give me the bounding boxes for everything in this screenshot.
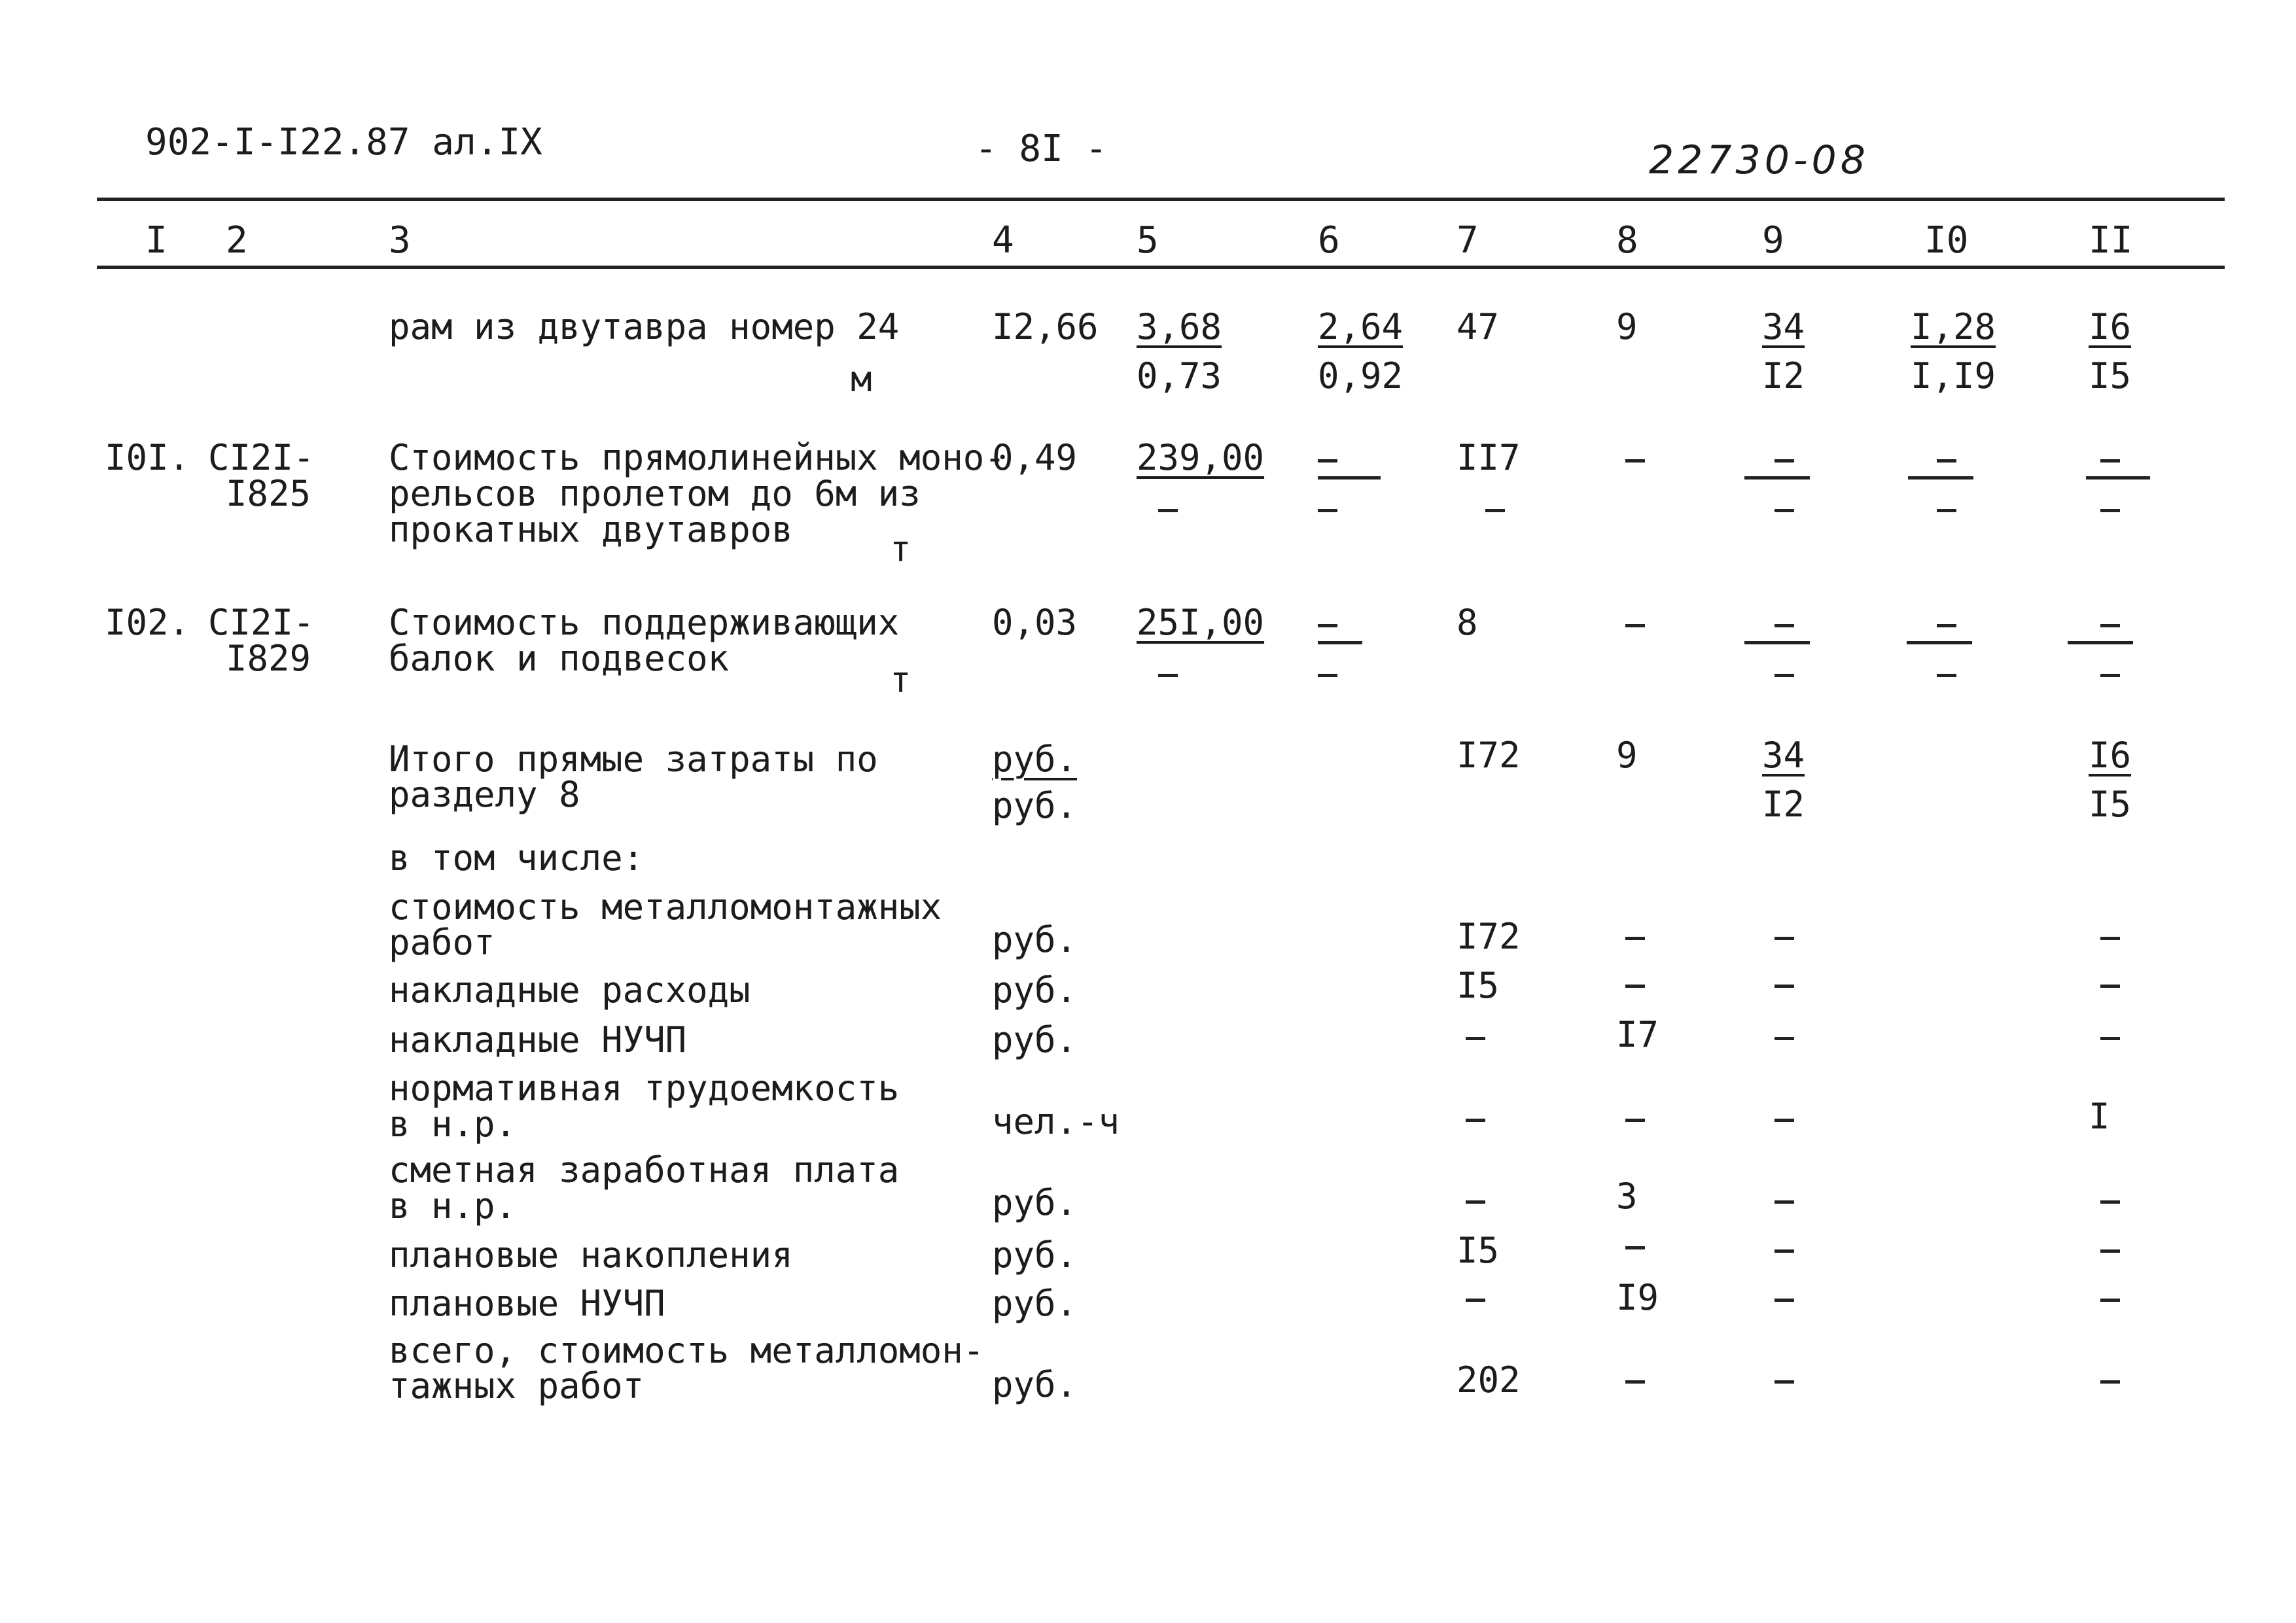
column-header: I0: [1924, 219, 1969, 262]
cell-col9-bottom: I2: [1762, 784, 1805, 825]
column-header: 7: [1457, 219, 1479, 262]
dash-col9-top: [1775, 459, 1794, 462]
cell-col8: 9: [1616, 306, 1638, 347]
cell-col8: I7: [1616, 1014, 1659, 1055]
fraction-line-col11: [2068, 641, 2133, 644]
dash-col11-top: [2100, 459, 2120, 462]
cell-col5-top: 3,68: [1137, 306, 1222, 347]
including-label: в том числе:: [389, 837, 645, 879]
dash-col9: [1775, 1200, 1794, 1204]
dash-col6-top: [1318, 459, 1337, 462]
dash-col7: [1466, 1200, 1485, 1204]
cell-col7: 8: [1457, 602, 1478, 643]
row-unit: т: [890, 529, 911, 570]
row-unit: руб.: [992, 1019, 1078, 1060]
row-unit: руб.: [992, 1182, 1078, 1223]
row-code: CI2I-: [208, 602, 315, 643]
dash-col9: [1775, 1380, 1794, 1384]
dash-col10-bottom: [1937, 674, 1956, 677]
row-unit: руб.: [992, 1234, 1078, 1276]
row-description: стоимость металломонтажных: [389, 886, 942, 928]
dash-col11: [2100, 1037, 2120, 1040]
column-header: II: [2089, 219, 2133, 262]
cell-col7: I72: [1457, 735, 1521, 776]
row-description: сметная заработная плата: [389, 1149, 900, 1191]
dash-col8: [1625, 624, 1645, 627]
row-unit: м: [851, 358, 872, 400]
row-description: тажных работ: [389, 1365, 645, 1406]
cell-col11-top: I6: [2089, 735, 2132, 776]
dash-col11-bottom: [2100, 509, 2120, 512]
dash-col9: [1775, 1119, 1794, 1122]
column-header: I: [145, 219, 168, 262]
row-description: балок и подвесок: [389, 638, 730, 679]
dash-col11-bottom: [2100, 674, 2120, 677]
dash-col8: [1625, 1380, 1645, 1384]
row-unit: руб.: [992, 969, 1078, 1011]
document-code: 902-I-I22.87 ал.IX: [145, 121, 542, 164]
cell-col9-bottom: I2: [1762, 355, 1805, 396]
dash-col8: [1625, 1119, 1645, 1122]
fraction-line-col10: [1908, 476, 1973, 480]
dash-col7: [1466, 1119, 1485, 1122]
page-number: - 8I -: [975, 128, 1108, 170]
cell-col7: 47: [1457, 306, 1500, 347]
cell-col7: I5: [1457, 1230, 1500, 1271]
dash-col10-top: [1937, 459, 1956, 462]
dash-col11: [2100, 1249, 2120, 1253]
row-description: плановые НУЧП: [389, 1283, 665, 1324]
dash-col8: [1625, 459, 1645, 462]
cell-col7: I5: [1457, 965, 1500, 1006]
column-header: 9: [1762, 219, 1784, 262]
row-number: I0I.: [105, 437, 190, 478]
dash-col11: [2100, 1200, 2120, 1204]
row-unit: руб.: [992, 1283, 1078, 1324]
row-unit: руб.: [992, 919, 1078, 960]
column-header: 2: [226, 219, 248, 262]
inventory-stamp-number: 22730-08: [1649, 137, 1869, 183]
dash-col7-bottom: [1485, 509, 1505, 512]
cell-col6-top: 2,64: [1318, 306, 1404, 347]
row-description: всего, стоимость металломон-: [389, 1330, 985, 1371]
fraction-line-col9: [1744, 476, 1810, 480]
cell-col5-top: 239,00: [1137, 437, 1265, 478]
row-description: в н.р.: [389, 1104, 517, 1145]
cell-col6-bottom: 0,92: [1318, 355, 1404, 396]
cell-col5-top: 25I,00: [1137, 602, 1265, 643]
cell-col9-top: 34: [1762, 735, 1805, 776]
dash-col11: [2100, 1299, 2120, 1302]
column-header: 5: [1137, 219, 1159, 262]
dash-col5-bottom: [1158, 674, 1178, 677]
column-header: 3: [389, 219, 411, 262]
row-description: прокатных двутавров: [389, 509, 793, 550]
column-header: 4: [992, 219, 1014, 262]
dash-col9: [1775, 1037, 1794, 1040]
cell-col10-top: I,28: [1911, 306, 1996, 347]
table-header-rule: [97, 266, 2225, 269]
fraction-line-col10: [1907, 641, 1972, 644]
row-description: в н.р.: [389, 1185, 517, 1227]
dash-col9-bottom: [1775, 509, 1794, 512]
dash-col7: [1466, 1299, 1485, 1302]
dash-col6-bottom: [1318, 509, 1337, 512]
cell-col7: II7: [1457, 437, 1521, 478]
cell-col4: I2,66: [992, 306, 1099, 347]
dash-col9-top: [1775, 624, 1794, 627]
dash-col6-top: [1318, 624, 1337, 627]
dash-col9: [1775, 1249, 1794, 1253]
cell-col8: 3: [1616, 1176, 1638, 1217]
row-unit: руб.: [992, 1364, 1078, 1405]
dash-col10-top: [1937, 624, 1956, 627]
cell-col11: I: [2089, 1096, 2110, 1137]
table-top-rule: [97, 198, 2225, 201]
dash-col9: [1775, 1299, 1794, 1302]
row-code: I825: [226, 473, 311, 514]
cell-col4: 0,49: [992, 437, 1078, 478]
row-description: рам из двутавра номер 24: [389, 306, 900, 347]
cell-col11-top: I6: [2089, 306, 2132, 347]
dash-col8: [1625, 937, 1645, 940]
cell-col11-bottom: I5: [2089, 784, 2132, 825]
fraction-line-col6: [1318, 641, 1362, 644]
row-description: Стоимость прямолинейных моно-: [389, 437, 1006, 478]
row-unit: т: [890, 659, 911, 701]
cell-col7: I72: [1457, 916, 1521, 957]
cell-col7: 202: [1457, 1359, 1521, 1401]
row-unit: руб.: [992, 785, 1078, 826]
column-header: 8: [1616, 219, 1638, 262]
dash-col9-bottom: [1775, 674, 1794, 677]
cell-col8: 9: [1616, 735, 1638, 776]
row-description: накладные НУЧП: [389, 1019, 687, 1060]
cell-col5-bottom: 0,73: [1137, 355, 1222, 396]
fraction-line-col11: [2086, 476, 2150, 480]
dash-col9: [1775, 937, 1794, 940]
cell-col11-bottom: I5: [2089, 355, 2132, 396]
row-description: Стоимость поддерживающих: [389, 602, 900, 643]
dash-col11: [2100, 1380, 2120, 1384]
row-unit: чел.-ч: [992, 1101, 1120, 1142]
cell-col4: 0,03: [992, 602, 1078, 643]
row-description: накладные расходы: [389, 969, 751, 1011]
dash-col11: [2100, 937, 2120, 940]
row-code: CI2I-: [208, 437, 315, 478]
row-unit: руб.: [992, 739, 1078, 780]
row-description: рельсов пролетом до 6м из: [389, 473, 921, 514]
dash-col10-bottom: [1937, 509, 1956, 512]
fraction-line-col9: [1744, 641, 1810, 644]
row-description: разделу 8: [389, 774, 580, 815]
dash-col7: [1466, 1037, 1485, 1040]
dash-col8: [1625, 1246, 1645, 1249]
column-header: 6: [1318, 219, 1340, 262]
dash-col11-top: [2100, 624, 2120, 627]
row-code: I829: [226, 638, 311, 679]
cell-col9-top: 34: [1762, 306, 1805, 347]
row-description: работ: [389, 922, 495, 963]
row-description: Итого прямые затраты по: [389, 739, 878, 780]
dash-col11: [2100, 985, 2120, 988]
dash-col6-bottom: [1318, 674, 1337, 677]
row-description: нормативная трудоемкость: [389, 1068, 900, 1109]
dash-col5-bottom: [1158, 509, 1178, 512]
fraction-line-col6: [1318, 476, 1381, 480]
row-description: плановые накопления: [389, 1234, 793, 1276]
cell-col8: I9: [1616, 1277, 1659, 1318]
dash-col9: [1775, 985, 1794, 988]
dash-col8: [1625, 985, 1645, 988]
cell-col10-bottom: I,I9: [1911, 355, 1996, 396]
row-number: I02.: [105, 602, 190, 643]
